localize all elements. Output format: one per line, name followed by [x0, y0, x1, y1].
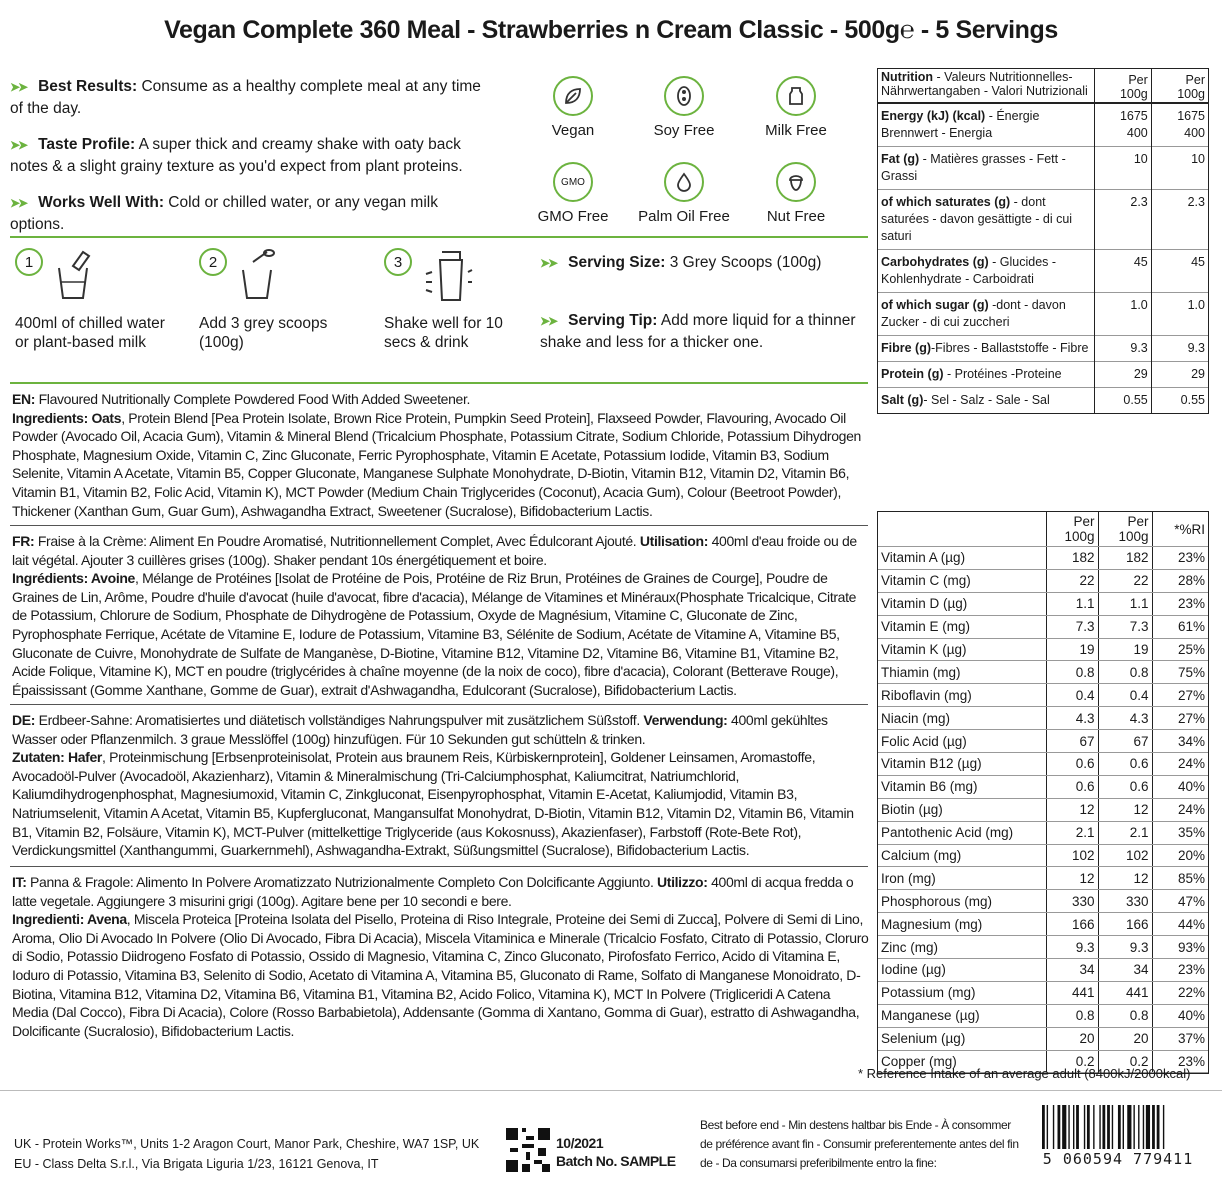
barcode-bar [1163, 1105, 1164, 1149]
bullet-taste-profile: ➤➤ Taste Profile: A super thick and creamy shake with oaty back notes & a slight grainy texture as you'd expect from plant proteins. [10, 136, 463, 175]
step-number: 1 [15, 248, 43, 276]
double-arrow-icon: ➤➤ [540, 256, 557, 270]
double-arrow-icon: ➤➤ [540, 314, 557, 328]
barcode-bar [1112, 1105, 1113, 1149]
barcode-bar [1133, 1105, 1134, 1149]
nutrition-row: Salt (g)- Sel - Salz - Sale - Sal 0.55 0.55 [878, 388, 1208, 414]
vitamin-row: Niacin (mg) 4.3 4.3 27% [878, 707, 1208, 730]
vitamin-row: Pantothenic Acid (mg) 2.1 2.1 35% [878, 821, 1208, 844]
feature-soy-free: Soy Free [629, 76, 739, 139]
barcode-bar [1099, 1105, 1100, 1149]
nutrition-row: of which sugar (g) -dont - davon Zucker - di cui zuccheri 1.0 1.0 [878, 293, 1208, 336]
step-1: 1 400ml of chilled water or plant-based milk [15, 248, 165, 352]
vitamins-table: Per 100g Per 100g *%RI Vitamin A (µg) 182 182 23% Vitamin C (mg) 22 22 28% Vitamin D (µg) 1.1 1.1 23% Vitamin E (mg) 7.3 7.3 61% Vitamin K (µg) 19 19 25% Thiamin (mg) 0.8 0.8 75% Riboflavin (mg) 0.4 0.4 27% Niacin (mg) 4.3 4.3 27% Folic Acid (µg) 67 67 34% Vitamin B12 (µg) 0.6 0.6 24% Vitamin B6 (mg) 0.6 0.6 40% Biotin (µg) 12 12 24% Pantothenic Acid (mg) 2.1 2.1 35% Calcium (mg) 102 102 20% Iron (mg) 12 12 85% Phosphorous (mg) 330 330 47% Magnesium (mg) 166 166 44% Zinc (mg) 9.3 9.3 93% Iodine (µg) 34 34 23% Potassium (mg) 441 441 22% Manganese (µg) 0.8 0.8 40% Selenium (µg) 20 20 37% Copper (mg) 0.2 0.2 23% [877, 511, 1209, 1074]
vitamin-row: Folic Acid (µg) 67 67 34% [878, 730, 1208, 753]
milk-carton-icon [776, 76, 816, 116]
barcode-bar [1062, 1105, 1066, 1149]
acorn-icon [776, 162, 816, 202]
section-divider [10, 704, 868, 705]
feature-vegan: Vegan [518, 76, 628, 139]
vitamin-row: Vitamin E (mg) 7.3 7.3 61% [878, 615, 1208, 638]
vitamin-row: Vitamin K (µg) 19 19 25% [878, 638, 1208, 661]
barcode-bar [1053, 1105, 1054, 1149]
vitamin-row: Vitamin B6 (mg) 0.6 0.6 40% [878, 775, 1208, 798]
nutrition-table: Nutrition - Valeurs Nutritionnelles-Nährwertangaben - Valori Nutrizionali Per 100g Per 100g Energy (kJ) (kcal) - Énergie Brennwert - Energia 1675 400 1675 400 Fat (g) - Matières grasses - Fett - Grassi 10 10 of which saturates (g) - dont saturées - davon gesättigte - di cui saturi 2.3 2.3 Carbohydrates (g) - Glucides - Kohlenhydrate - Carboidrati 45 45 of which sugar (g) -dont - davon Zucker - di cui zuccheri 1.0 1.0 Fibre (g)-Fibres - Ballaststoffe - Fibre 9.3 9.3 Protein (g) - Protéines -Proteine 29 29 Salt (g)- Sel - Salz - Sale - Sal 0.55 0.55 [877, 68, 1209, 414]
barcode-bar [1087, 1105, 1090, 1149]
nutrition-row: Carbohydrates (g) - Glucides - Kohlenhydrate - Carboidrati 45 45 [878, 250, 1208, 293]
barcode-bar [1143, 1105, 1144, 1149]
vitamin-row: Copper (mg) 0.2 0.2 23% [878, 1050, 1208, 1073]
vitamin-row: Biotin (µg) 12 12 24% [878, 798, 1208, 821]
step-number: 3 [384, 248, 412, 276]
shaker-icon [422, 248, 474, 304]
footer-address: UK - Protein Works™, Units 1-2 Aragon Court, Manor Park, Cheshire, WA7 1SP, UK EU - Class Delta S.r.l., Via Brigata Liguria 1/23, 16121 Genova, IT [14, 1137, 480, 1171]
barcode-bar [1123, 1105, 1124, 1149]
pour-glass-icon [53, 248, 93, 300]
barcode-bar [1102, 1105, 1105, 1149]
serving-size: ➤➤ Serving Size: 3 Grey Scoops (100g) [540, 254, 822, 271]
vitamin-row: Vitamin D (µg) 1.1 1.1 23% [878, 592, 1208, 615]
vitamin-row: Manganese (µg) 0.8 0.8 40% [878, 1004, 1208, 1027]
double-arrow-icon: ➤➤ [10, 138, 27, 152]
bullet-best-results: ➤➤ Best Results: Consume as a healthy complete meal at any time of the day. [10, 78, 481, 117]
gmo-icon: GMO [553, 162, 593, 202]
vitamin-row: Potassium (mg) 441 441 22% [878, 981, 1208, 1004]
vitamin-row: Zinc (mg) 9.3 9.3 93% [878, 936, 1208, 959]
barcode-bar [1047, 1105, 1048, 1149]
barcode-bar [1084, 1105, 1085, 1149]
barcode-bar [1152, 1105, 1155, 1149]
vitamin-row: Magnesium (mg) 166 166 44% [878, 913, 1208, 936]
vitamin-row: Riboflavin (mg) 0.4 0.4 27% [878, 684, 1208, 707]
step-3: 3 Shake well for 10 secs & drink [384, 248, 524, 352]
nutrition-row: Protein (g) - Protéines -Proteine 29 29 [878, 362, 1208, 388]
serving-tip: ➤➤ Serving Tip: Add more liquid for a thinner shake and less for a thicker one. [540, 312, 856, 351]
bullet-works-well: ➤➤ Works Well With: Cold or chilled water, or any vegan milk options. [10, 194, 438, 233]
vitamin-row: Selenium (µg) 20 20 37% [878, 1027, 1208, 1050]
barcode-bar [1042, 1105, 1045, 1149]
barcode-bar [1073, 1105, 1074, 1149]
leaf-icon [553, 76, 593, 116]
batch-info: 10/2021 Batch No. SAMPLE [556, 1135, 676, 1169]
nutrition-row: of which saturates (g) - dont saturées - davon gesättigte - di cui saturi 2.3 2.3 [878, 190, 1208, 250]
nutrition-header: Nutrition - Valeurs Nutritionnelles-Nährwertangaben - Valori Nutrizionali [881, 70, 1088, 98]
barcode-bar [1138, 1105, 1139, 1149]
ingredients-de: DE: Erdbeer-Sahne: Aromatisiertes und diätetisch vollständiges Nahrungspulver mit zusätzlichem Süßstoff. Verwendung: 400ml gekühltes Wasser oder Pflanzenmilch. 3 graue Messlöffel (100g) hinzufügen. Für 10 Sekunden gut schütteln & trinken. Zutaten: Hafer, Proteinmischung [Erbsenproteinisolat, Protein aus braunem Reis, Kürbiskernprotein], Goldener Leinsamen, Aromastoffe, Avocadoöl-Pulver (Avocadoöl, Akazienharz), Vitamin & Mineralmischung (Tri-Calciumphosphat, Kaliumcitrat, Natriumchlorid, Kaliumdihydrogenphosphat, Magnesiumoxid, Vitamin C, Zinkgluconat, Eisenpyrophosphat, Vitamin E-Acetat, Kaliumjodid, Vitamin B3, Natriumselenit, Vitamin A Acetat, Vitamin B5, Kupfergluconat, Mangansulfat Monohydrat, D-Biotin, Vitamin B12, Vitamin D2, Vitamin B6, Vitamin B1, Vitamin B2, Folsäure, Vitamin K), MCT-Pulver (mittelkettige Triglyceride (aus Kokosnuss), Akazienfaser), Farbstoff (Rote-Bete Rot), Verdickungsmittel (Xanthangummi, Guarkernmehl), Ashwagandha-Extrakt, Süßungsmittel (Sucralose), Bifidobacterium Lactis. [12, 712, 854, 859]
double-arrow-icon: ➤➤ [10, 196, 27, 210]
section-divider [10, 525, 868, 526]
oil-drop-icon [664, 162, 704, 202]
vitamin-row: Vitamin A (µg) 182 182 23% [878, 547, 1208, 570]
step-number: 2 [199, 248, 227, 276]
footer-divider [0, 1090, 1222, 1091]
barcode-bar [1058, 1105, 1061, 1149]
soy-bean-icon [664, 76, 704, 116]
vitamin-row: Iron (mg) 12 12 85% [878, 867, 1208, 890]
ingredients-fr: FR: Fraise à la Crème: Aliment En Poudre Aromatisé, Nutritionnellement Complet, Avec Édulcorant Ajouté. Utilisation: 400ml d'eau froide ou de lait végétal. Ajouter 3 cuillères grises (100g). Shaker pendant 10s énergétiquement et boire. Ingrédients: Avoine, Mélange de Protéines [Isolat de Protéine de Pois, Protéine de Riz Brun, Protéines de Graines de Courge], Poudre de Graines de Lin, Arôme, Poudre d'huile d'avocat (huile d'avocat, fibre d'acacia), Mélange de Vitamines et Minéraux(Phosphate Tricalcique, Citrate de Potassium, Chlorure de Sodium, Phosphate de Dihydrogène de Potassium, Oxyde de Magnésium, Vitamine C, Gluconate de Zinc, Pyrophosphate Ferrique, Acétate de Vitamine E, Iodure de Potassium, Vitamine B3, Sélénite de Sodium, Acétate de Vitamine A, Vitamine B5, Gluconate de Cuivre, Monohydrate de Sulfate de Manganèse, D-Biotine, Vitamine B12, Vitamine D2, Vitamine B6, Vitamine B1, Vitamine B2, Acide Folique, Vitamine K), MCT en poudre (triglycérides à chaîne moyenne (de la noix de coco), fibre d'acacia), Colorant (Betterave Rouge), Épaississant (Gomme Xanthane, Gomme de Guar), extrait d'Ashwagandha, Edulcorant (Sucralose), Bifidobacterium Lactis. [12, 533, 857, 698]
barcode-bar [1157, 1105, 1160, 1149]
vitamin-row: Vitamin C (mg) 22 22 28% [878, 569, 1208, 592]
ingredients-it: IT: Panna & Fragole: Alimento In Polvere Aromatizzato Nutrizionalmente Completo Con Dolcificante Aggiunto. Utilizzo: 400ml di acqua fredda o latte vegetale. Aggiungere 3 misurini grigi (100g). Agitare bene per 10 secondi e bere. Ingredienti: Avena, Miscela Proteica [Proteina Isolata del Pisello, Proteina di Riso Integrale, Proteine dei Semi di Zucca], Polvere di Semi di Lino, Aroma, Olio Di Avocado In Polvere (Olio Di Avocado, Fibra Di Acacia), Miscela Vitaminica e Minerale (Tricalcio Fosfato, Citrato di Potassio, Cloruro di Sodio, Potassio Diidrogeno Fosfato di Potassio, Ossido di Magnesio, Vitamina C, Zinco Gluconato, Pirofosfato Ferrico, Acido di Vitamina E, Ioduro di Potassio, Vitamina B3, Selenito di Sodio, Acetato di Vitamina A, Vitamina B5, Gluconato di Rame, Solfato di Manganese Monoidrato, D-Biotina, Vitamina B12, Vitamina D2, Vitamina B6, Vitamina B1, Vitamina B2, Acido Folico, Vitamina K), MCT In Polvere (Trigliceridi A Catena Media (Dal Cocco), Fibra Di Acacia), Colore (Rosso Barbabietola), Addensante (Gomma di Xantano, Gomma di Guar), estratto di Ashwagandha, Dolcificante (Sucralosio), Bifidobacterium Lactis. [12, 874, 869, 1039]
page-title: Vegan Complete 360 Meal - Strawberries n Cream Classic - 500g℮ - 5 Servings [164, 16, 1058, 44]
barcode-bar [1093, 1105, 1094, 1149]
vitamin-row: Iodine (µg) 34 34 23% [878, 959, 1208, 982]
nutrition-row: Fat (g) - Matières grasses - Fett - Grassi 10 10 [878, 147, 1208, 190]
nutrition-row: Energy (kJ) (kcal) - Énergie Brennwert - Energia 1675 400 1675 400 [878, 103, 1208, 147]
vitamin-row: Vitamin B12 (µg) 0.6 0.6 24% [878, 753, 1208, 776]
section-divider [10, 866, 868, 867]
feature-milk-free: Milk Free [741, 76, 851, 139]
feature-gmo-free: GMO GMO Free [518, 162, 628, 225]
section-divider [10, 382, 868, 384]
scoop-glass-icon [237, 248, 277, 300]
barcode-bar [1146, 1105, 1150, 1149]
barcode [1040, 1105, 1200, 1155]
section-divider [10, 236, 868, 238]
barcode-bar [1107, 1105, 1110, 1149]
reference-note: * Reference Intake of an average adult (8400kJ/2000kcal) [858, 1066, 1191, 1081]
barcode-bar [1118, 1105, 1121, 1149]
nutrition-row: Fibre (g)-Fibres - Ballaststoffe - Fibre 9.3 9.3 [878, 336, 1208, 362]
vitamin-row: Calcium (mg) 102 102 20% [878, 844, 1208, 867]
best-before: Best before end - Min destens haltbar bis Ende - À consommer de préférence avant fin - Consumir preferentemente antes del fin de - Da consumarsi preferibilmente entro la fine: [700, 1118, 1019, 1170]
barcode-bar [1127, 1105, 1131, 1149]
feature-nut-free: Nut Free [741, 162, 851, 225]
qr-code [506, 1128, 550, 1172]
feature-palm-oil-free: Palm Oil Free [629, 162, 739, 225]
barcode-bar [1076, 1105, 1079, 1149]
barcode-bar [1068, 1105, 1069, 1149]
double-arrow-icon: ➤➤ [10, 80, 27, 94]
vitamin-row: Phosphorous (mg) 330 330 47% [878, 890, 1208, 913]
step-2: 2 Add 3 grey scoops (100g) [199, 248, 339, 352]
ingredients-en: EN: Flavoured Nutritionally Complete Powdered Food With Added Sweetener. Ingredients: Oats, Protein Blend [Pea Protein Isolate, Brown Rice Protein, Pumpkin Seed Protein], Flaxseed Powder, Flavouring, Avocado Oil Powder (Avocado Oil, Acacia Gum), Vitamin & Mineral Blend (Tricalcium Phosphate, Potassium Citrate, Sodium Chloride, Potassium Dihydrogen Phosphate, Magnesium Oxide, Vitamin C, Zinc Gluconate, Ferric Pyrophosphate, Vitamin E Acetate, Potassium Iodide, Vitamin B3, Sodium Selenite, Vitamin A Acetate, Vitamin B5, Copper Gluconate, Manganese Sulphate Monohydrate, D-Biotin, Vitamin B12, Vitamin D2, Vitamin B6, Vitamin B1, Vitamin B2, Folic Acid, Vitamin K), MCT Powder (Medium Chain Triglycerides (Coconut), Acacia Gum), Colour (Beetroot Powder), Thickener (Xanthan Gum, Guar Gum), Ashwagandha Extract, Sweetener (Sucralose), Bifidobacterium Lactis. [12, 391, 861, 519]
vitamin-row: Thiamin (mg) 0.8 0.8 75% [878, 661, 1208, 684]
barcode-number: 5 060594 779411 [1042, 1150, 1194, 1168]
